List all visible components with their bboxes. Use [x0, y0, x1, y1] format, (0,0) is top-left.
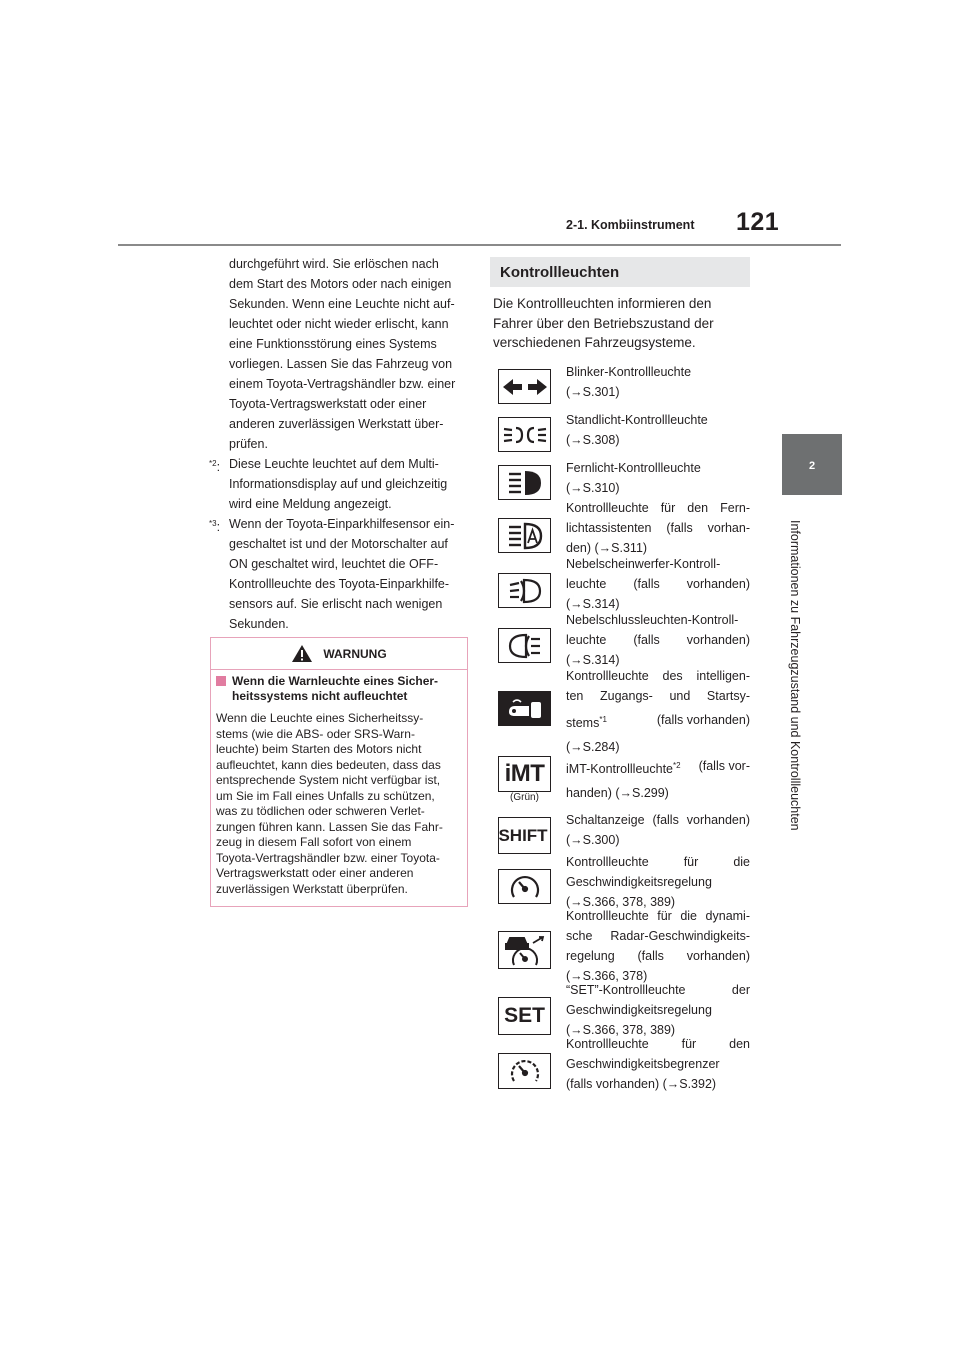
header-divider: [118, 244, 841, 246]
indicator-label: Geschwindigkeitsbegrenzer: [566, 1057, 720, 1071]
indicator-label: Geschwindigkeitsregelung: [566, 1003, 712, 1017]
imt-icon: iMT: [498, 756, 551, 792]
color-label: (Grün): [510, 792, 539, 803]
indicator-label: sche Radar-Geschwindigkeits-: [566, 929, 750, 943]
text-line: Kontrollleuchte des Toyota-Einparkhilfe-: [229, 577, 450, 591]
page-reference: (→S.366, 378, 389): [566, 895, 676, 909]
page-reference: (→S.308): [566, 433, 620, 447]
text-line: was zu tödlichen oder schweren Verlet-: [216, 804, 425, 818]
warning-triangle-icon: [291, 644, 313, 663]
page-reference: (→S.366, 378): [566, 969, 648, 983]
footnote-ref: *1: [599, 715, 607, 724]
text-line: entsprechende System nicht verfügbar ist,: [216, 773, 441, 787]
text-line: Sekunden. Wenn eine Leuchte nicht auf-: [229, 297, 455, 311]
indicator-label: Fernlicht-Kontrollleuchte: [566, 461, 701, 475]
page-reference: (→S.314): [566, 597, 620, 611]
page-number: 121: [736, 208, 780, 236]
text-line: geschaltet ist und der Motorschalter auf: [229, 537, 448, 551]
chapter-title: Informationen zu Fahrzeugzustand und Kontrollleuchten: [788, 520, 802, 831]
warning-title: WARNUNG: [323, 646, 387, 661]
footnote-mark: *3: [209, 519, 217, 528]
text-line: prüfen.: [229, 437, 268, 451]
page-reference: (→S.284): [566, 740, 620, 755]
indicator-label: iMT-Kontrollleuchte: [566, 762, 673, 777]
smart-key-icon: [498, 691, 551, 726]
page-reference: (→S.366, 378, 389): [566, 1023, 676, 1037]
radar-cruise-control-icon: [498, 931, 551, 969]
text-line: Sekunden.: [229, 617, 289, 631]
text-line: Informationsdisplay auf und gleichzeitig: [229, 477, 448, 491]
footnote-3: $^{*3}$: Wenn der Toyota-Einparkhilfesensor ein- geschaltet ist und der Motorschalter auf ON geschaltet wird, leuchtet die OFF- Kontrollleuchte des Toyota-Einparkhilfe- sensors auf. Sie erlischt nach wenigen Sekunden.: [209, 514, 471, 634]
section-header: 2-1. Kombiinstrument: [566, 218, 695, 232]
warning-subheading: [216, 674, 462, 704]
text-line: Diese Leuchte leuchtet auf dem Multi-: [229, 457, 439, 471]
warning-header: [211, 638, 467, 670]
indicator-label: Geschwindigkeitsregelung: [566, 875, 712, 889]
indicator-label: Nebelscheinwerfer-Kontroll-: [566, 557, 721, 571]
text-line: durchgeführt wird. Sie erlöschen nach: [229, 257, 439, 271]
text-line: Die Kontrollleuchten informieren den: [493, 296, 712, 311]
text-line: ON geschaltet wird, leuchtet die OFF-: [229, 557, 439, 571]
indicator-label: lichtassistenten (falls vorhan-: [566, 521, 750, 535]
high-beam-icon: [498, 465, 551, 500]
text-line: aufleuchtet, kann dies bedeuten, dass das: [216, 757, 441, 772]
text-line: stems (wie die ABS- oder SRS-Warn-: [216, 726, 415, 741]
cruise-control-icon: [498, 869, 551, 904]
auto-high-beam-icon: [498, 518, 551, 553]
warning-body: [216, 711, 462, 897]
text-line: eine Funktionsstörung eines Systems: [229, 337, 437, 351]
section-intro: [493, 294, 714, 353]
indicator-label: leuchte (falls vorhanden): [566, 577, 750, 591]
set-icon: SET: [498, 997, 551, 1035]
indicator-label: leuchte (falls vorhanden): [566, 633, 750, 647]
indicator-label: (falls vorhanden): [656, 713, 750, 727]
indicator-label: (falls vor-: [698, 759, 750, 773]
indicator-label: ten Zugangs- und Startsy-: [566, 689, 750, 703]
text-line: sensors auf. Sie erlischt nach wenigen: [229, 597, 443, 611]
continued-paragraph: [209, 254, 471, 454]
page-reference: (→S.300): [566, 833, 620, 847]
indicator-label: Kontrollleuchte für die: [566, 855, 750, 869]
indicator-label: regelung (falls vorhanden): [566, 949, 750, 963]
footnote-mark: *2: [209, 459, 217, 468]
front-fog-light-icon: [498, 573, 551, 608]
text-line: zeug in diesem Fall sofort von einem: [216, 835, 412, 849]
indicator-label: Kontrollleuchte für den Fern-: [566, 501, 750, 515]
text-line: Wenn der Toyota-Einparkhilfesensor ein-: [229, 517, 455, 531]
left-column: [209, 254, 471, 634]
text-line: zuverlässigen Werkstatt überprüfen.: [216, 881, 408, 896]
page-reference: den) (→S.311): [566, 541, 648, 555]
page-reference: (→S.301): [566, 385, 620, 399]
footnote-2: $^{*2}$: Diese Leuchte leuchtet auf dem Multi- Informationsdisplay auf und gleichzeitig wird eine Meldung angezeigt.: [209, 454, 471, 514]
text-line: leuchtet oder nicht wieder erlischt, kann: [229, 317, 449, 331]
section-title: Kontrollleuchten: [490, 257, 750, 287]
text-line: verschiedenen Fahrzeugsysteme.: [493, 335, 696, 350]
text-line: vorliegen. Lassen Sie das Fahrzeug von: [229, 357, 453, 371]
text-line: Vertragswerkstatt oder einer anderen: [216, 866, 414, 880]
chapter-tab: 2: [782, 436, 842, 495]
rear-fog-light-icon: [498, 628, 551, 663]
text-line: Toyota-Vertragswerkstatt oder einer: [229, 397, 427, 411]
text-line: Fahrer über den Betriebszustand der: [493, 315, 714, 331]
indicator-label: Schaltanzeige (falls vorhanden): [566, 813, 750, 827]
text-line: heitssystems nicht aufleuchtet: [232, 689, 408, 703]
indicator-label: Kontrollleuchte für den: [566, 1037, 750, 1051]
text-line: Wenn die Leuchte eines Sicherheitssy-: [216, 711, 424, 725]
warning-box: [210, 637, 468, 907]
text-line: einem Toyota-Vertragshändler bzw. einer: [229, 377, 456, 391]
text-line: anderen zuverlässigen Werkstatt über-: [229, 417, 444, 431]
text-line: Wenn die Warnleuchte eines Sicher-: [232, 674, 439, 688]
shift-indicator-icon: SHIFT: [498, 817, 551, 854]
footnote-ref: *2: [673, 761, 681, 770]
bullet-square-icon: [216, 676, 226, 686]
indicator-label: “SET”-Kontrollleuchte der: [566, 983, 750, 997]
text-line: leuchte) beim Starten des Motors nicht: [216, 742, 422, 756]
indicator-label: Kontrollleuchte des intelligen-: [566, 669, 750, 683]
text-line: um Sie im Fall eines Unfalls zu schützen,: [216, 788, 435, 803]
page-reference: (→S.314): [566, 653, 620, 667]
page-reference: handen) (→S.299): [566, 786, 669, 801]
text-line: zungen führen kann. Lassen Sie das Fahr-: [216, 819, 443, 834]
page-reference: (falls vorhanden) (→S.392): [566, 1077, 717, 1091]
tail-light-icon: [498, 417, 551, 452]
indicator-label: Blinker-Kontrollleuchte: [566, 365, 692, 379]
turn-signal-icon: [498, 369, 551, 404]
text-line: dem Start des Motors oder nach einigen: [229, 277, 452, 291]
indicator-label: Nebelschlussleuchten-Kontroll-: [566, 613, 739, 627]
page-reference: (→S.310): [566, 481, 620, 495]
indicator-label: Standlicht-Kontrollleuchte: [566, 413, 708, 427]
indicator-label: stems: [566, 716, 600, 731]
speed-limiter-icon: [498, 1053, 551, 1089]
text-line: Toyota-Vertragshändler bzw. einer Toyota-: [216, 850, 440, 865]
indicator-label: Kontrollleuchte für die dynami-: [566, 909, 750, 923]
text-line: wird eine Meldung angezeigt.: [229, 497, 392, 511]
